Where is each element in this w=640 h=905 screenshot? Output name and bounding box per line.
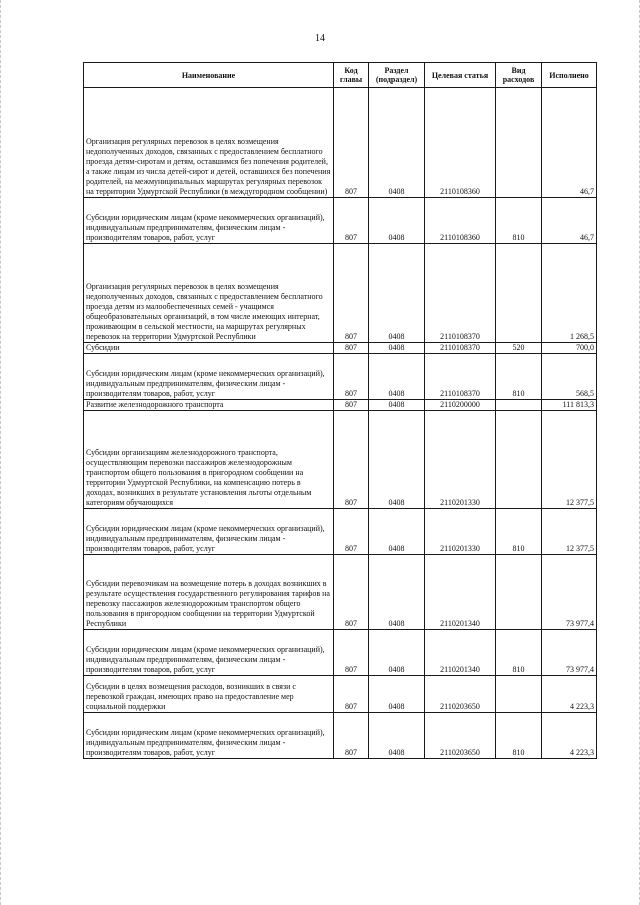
table-row (84, 244, 597, 343)
cell-target: 2110108370 (425, 343, 496, 354)
cell-type: 810 (496, 713, 542, 759)
cell-executed: 111 813,3 (542, 400, 597, 411)
cell-code: 807 (334, 244, 369, 343)
cell-type: 810 (496, 509, 542, 555)
table-header (84, 63, 597, 88)
header-executed: Исполнено (542, 63, 597, 88)
cell-section: 0408 (369, 244, 425, 343)
cell-type (496, 411, 542, 509)
table-row (84, 400, 597, 411)
cell-code: 807 (334, 555, 369, 630)
table-row (84, 713, 597, 759)
header-section: Раздел (подраздел) (369, 63, 425, 88)
cell-section: 0408 (369, 88, 425, 198)
cell-section: 0408 (369, 411, 425, 509)
cell-type (496, 244, 542, 343)
cell-section: 0408 (369, 198, 425, 244)
table-row (84, 630, 597, 676)
table-row (84, 676, 597, 713)
cell-executed: 46,7 (542, 198, 597, 244)
cell-executed: 46,7 (542, 88, 597, 198)
cell-section: 0408 (369, 509, 425, 555)
cell-code: 807 (334, 713, 369, 759)
cell-target: 2110201340 (425, 555, 496, 630)
budget-table (83, 62, 597, 759)
cell-name: Субсидии юридическим лицам (кроме некоммерческих организаций), индивидуальным предпринимателям, физическим лицам - производителям товаров, работ, услуг (84, 713, 334, 759)
table-row (84, 354, 597, 400)
header-row (84, 63, 597, 88)
cell-code: 807 (334, 411, 369, 509)
cell-code: 807 (334, 343, 369, 354)
cell-name: Субсидии юридическим лицам (кроме некоммерческих организаций), индивидуальным предпринимателям, физическим лицам - производителям товаров, работ, услуг (84, 509, 334, 555)
cell-code: 807 (334, 630, 369, 676)
cell-executed: 12 377,5 (542, 509, 597, 555)
cell-section: 0408 (369, 555, 425, 630)
cell-executed: 12 377,5 (542, 411, 597, 509)
table-body (84, 88, 597, 759)
cell-name: Организация регулярных перевозок в целях возмещения недополученных доходов, связанных с предоставлением бесплатного проезда детям-сиротам и детям, оставшимся без попечения родителей, а также лицам из числа детей-сирот и детей, оставшихся без попечения родителей, на межмуниципальных маршрутах регулярных перевозок на территории Удмуртской Республики (в междугородном сообщении) (84, 88, 334, 198)
cell-type (496, 88, 542, 198)
cell-name: Субсидии юридическим лицам (кроме некоммерческих организаций), индивидуальным предпринимателям, физическим лицам - производителям товаров, работ, услуг (84, 630, 334, 676)
cell-executed: 73 977,4 (542, 555, 597, 630)
cell-executed: 4 223,3 (542, 676, 597, 713)
cell-type (496, 400, 542, 411)
cell-target: 2110108370 (425, 244, 496, 343)
header-name: Наименование (84, 63, 334, 88)
cell-executed: 568,5 (542, 354, 597, 400)
cell-name: Организация регулярных перевозок в целях возмещения недополученных доходов, связанных с предоставлением бесплатного проезда детям из малообеспеченных семей - учащимся общеобразовательных организаций, в том числе имеющих интернат, проживающим в сельской местности, на маршрутах регулярных перевозок на территории Удмуртской Республики (84, 244, 334, 343)
cell-type: 520 (496, 343, 542, 354)
cell-target: 2110108370 (425, 354, 496, 400)
cell-target: 2110200000 (425, 400, 496, 411)
cell-executed: 700,0 (542, 343, 597, 354)
cell-section: 0408 (369, 354, 425, 400)
cell-name: Субсидии в целях возмещения расходов, возникших в связи с перевозкой граждан, имеющих право на предоставление мер социальной поддержки (84, 676, 334, 713)
table-row (84, 88, 597, 198)
cell-type (496, 676, 542, 713)
cell-name: Субсидии организациям железнодорожного транспорта, осуществляющим перевозки пассажиров железнодорожным транспортом общего пользования в пригородном сообщении на территории Удмуртской Республики, на компенсацию потерь в доходах, возникших в результате установления льготы отдельным категориям обучающихся (84, 411, 334, 509)
table-row (84, 411, 597, 509)
cell-type (496, 555, 542, 630)
cell-target: 2110108360 (425, 88, 496, 198)
cell-name: Субсидии (84, 343, 334, 354)
cell-section: 0408 (369, 630, 425, 676)
cell-target: 2110201340 (425, 630, 496, 676)
cell-section: 0408 (369, 343, 425, 354)
cell-code: 807 (334, 509, 369, 555)
page-edge-left (0, 0, 2, 905)
header-type: Вид расходов (496, 63, 542, 88)
table-row (84, 509, 597, 555)
cell-type: 810 (496, 354, 542, 400)
header-code: Код главы (334, 63, 369, 88)
cell-section: 0408 (369, 676, 425, 713)
cell-code: 807 (334, 676, 369, 713)
cell-executed: 73 977,4 (542, 630, 597, 676)
cell-type: 810 (496, 198, 542, 244)
table-row (84, 555, 597, 630)
cell-target: 2110203650 (425, 676, 496, 713)
cell-section: 0408 (369, 713, 425, 759)
header-target: Целевая статья (425, 63, 496, 88)
cell-target: 2110201330 (425, 411, 496, 509)
cell-executed: 1 268,5 (542, 244, 597, 343)
cell-name: Субсидии перевозчикам на возмещение потерь в доходах возникших в результате осуществления государственного регулирования тарифов на перевозку пассажиров железнодорожным транспортом общего пользования в пригородном сообщении на территории Удмуртской Республики (84, 555, 334, 630)
table-row (84, 343, 597, 354)
cell-executed: 4 223,3 (542, 713, 597, 759)
cell-target: 2110108360 (425, 198, 496, 244)
cell-name: Развитие железнодорожного транспорта (84, 400, 334, 411)
cell-name: Субсидии юридическим лицам (кроме некоммерческих организаций), индивидуальным предпринимателям, физическим лицам - производителям товаров, работ, услуг (84, 354, 334, 400)
cell-target: 2110201330 (425, 509, 496, 555)
table-row (84, 198, 597, 244)
cell-section: 0408 (369, 400, 425, 411)
cell-name: Субсидии юридическим лицам (кроме некоммерческих организаций), индивидуальным предпринимателям, физическим лицам - производителям товаров, работ, услуг (84, 198, 334, 244)
cell-code: 807 (334, 400, 369, 411)
page-number: 14 (315, 33, 325, 44)
cell-type: 810 (496, 630, 542, 676)
cell-code: 807 (334, 198, 369, 244)
cell-code: 807 (334, 88, 369, 198)
cell-target: 2110203650 (425, 713, 496, 759)
cell-code: 807 (334, 354, 369, 400)
